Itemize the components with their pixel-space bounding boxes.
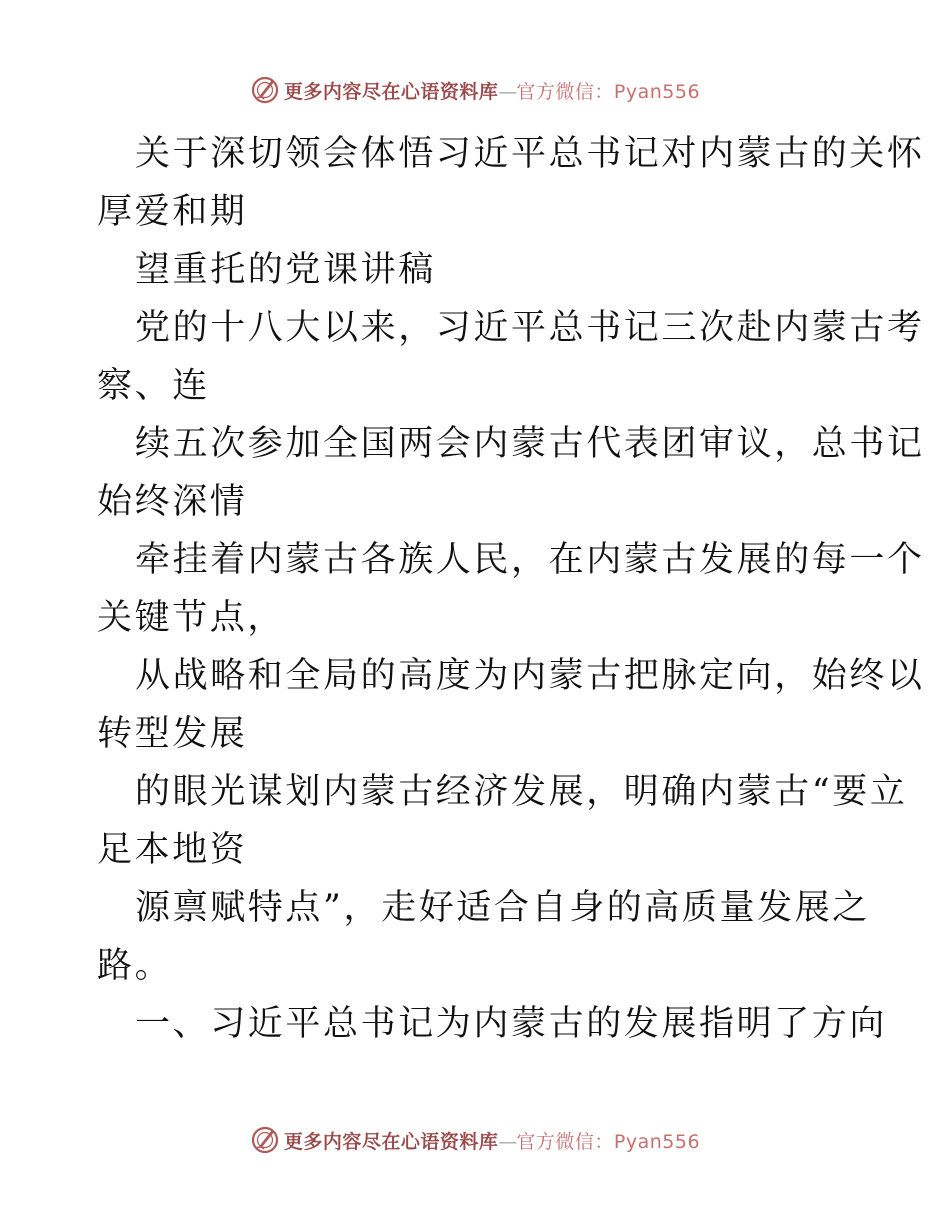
text-line: 从战略和全局的高度为内蒙古把脉定向，始终以: [135, 656, 925, 696]
text-line: 转型发展: [97, 714, 248, 754]
text-line: 始终深情: [97, 482, 248, 522]
text-line: 路。: [97, 946, 173, 986]
text-line: 的眼光谋划内蒙古经济发展，明确内蒙古“要立: [135, 772, 908, 812]
text-line: 厚爱和期: [97, 192, 248, 232]
watermark-main: 更多内容尽在心语资料库: [283, 80, 499, 103]
watermark-tail: 官方微信：Pyan556: [516, 1130, 701, 1153]
text-line: 足本地资: [97, 830, 248, 870]
watermark-dash: —: [498, 80, 517, 103]
text-line: 一、习近平总书记为内蒙古的发展指明了方向: [135, 1004, 888, 1044]
text-line: 察、连: [97, 366, 210, 406]
watermark-banner-bottom: [0, 1120, 950, 1160]
text-line: 源禀赋特点”，走好适合自身的高质量发展之: [135, 888, 870, 928]
watermark-text: [284, 77, 700, 104]
text-line: 党的十八大以来，习近平总书记三次赴内蒙古考: [135, 308, 925, 348]
watermark-text: [284, 1127, 700, 1154]
pen-seal-icon: [250, 75, 280, 105]
text-line: 关于深切领会体悟习近平总书记对内蒙古的关怀: [135, 134, 925, 174]
pen-seal-icon: [250, 1125, 280, 1155]
text-line: 续五次参加全国两会内蒙古代表团审议，总书记: [135, 424, 925, 464]
watermark-banner-top: [0, 70, 950, 110]
text-line: 牵挂着内蒙古各族人民，在内蒙古发展的每一个: [135, 540, 925, 580]
document-body: [97, 125, 925, 1053]
text-line: 望重托的党课讲稿: [135, 250, 436, 290]
watermark-main: 更多内容尽在心语资料库: [283, 1130, 499, 1153]
text-line: 关键节点，: [97, 598, 286, 638]
watermark-dash: —: [498, 1130, 517, 1153]
watermark-tail: 官方微信：Pyan556: [516, 80, 701, 103]
